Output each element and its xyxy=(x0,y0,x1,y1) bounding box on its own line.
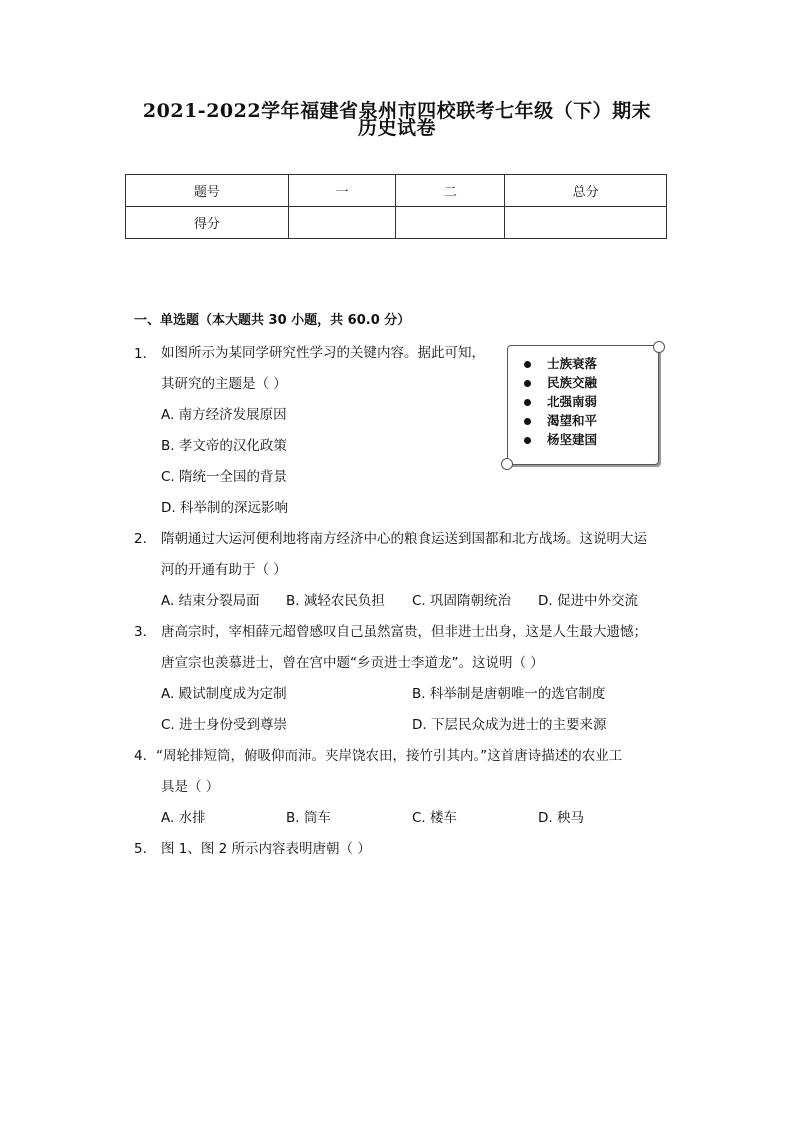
option-a: A. 结束分裂局面 xyxy=(161,593,260,609)
scroll-item-label: 士族衰落 xyxy=(547,356,598,371)
scroll-item-label: 民族交融 xyxy=(547,375,598,390)
scroll-item xyxy=(524,392,658,411)
score-table xyxy=(125,174,667,239)
bullet-icon xyxy=(524,418,531,425)
option-d: D. 促进中外交流 xyxy=(538,593,638,609)
question-4-stem: “周轮排短筒，俯吸仰而沛。夹岸饶农田，接竹引其内。”这首唐诗描述的农业工 xyxy=(156,748,623,764)
option-d: D. 科举制的深远影响 xyxy=(161,500,288,516)
option-c: C. 隋统一全国的背景 xyxy=(161,469,288,485)
exam-title: 2021-2022学年福建省泉州市四校联考七年级（下）期末 xyxy=(142,100,652,122)
question-4-stem-cont: 具是（ ） xyxy=(161,779,220,795)
question-number: 2. xyxy=(134,531,147,547)
section-heading: 一、单选题（本大题共 30 小题，共 60.0 分） xyxy=(134,313,411,328)
scroll-item-label: 渴望和平 xyxy=(547,413,598,428)
exam-subtitle: 历史试卷 xyxy=(357,117,436,139)
scroll-curl-bottom xyxy=(501,458,513,470)
bullet-icon xyxy=(524,361,531,368)
option-d: D. 秧马 xyxy=(538,810,584,826)
option-d: D. 下层民众成为进士的主要来源 xyxy=(412,717,607,733)
question-3-stem-cont: 唐宣宗也羡慕进士，曾在宫中题“乡贡进士李道龙”。这说明（ ） xyxy=(161,655,544,671)
bullet-icon xyxy=(524,399,531,406)
option-c: C. 进士身份受到尊崇 xyxy=(161,717,288,733)
option-b: B. 筒车 xyxy=(286,810,331,826)
score-cell xyxy=(396,207,505,239)
scroll-curl-top xyxy=(653,341,665,353)
question-1-stem-cont: 其研究的主题是（ ） xyxy=(161,376,287,392)
score-header-cell: 二 xyxy=(396,175,505,207)
question-5-stem: 图 1、图 2 所示内容表明唐朝（ ） xyxy=(161,841,371,857)
score-header-cell: 题号 xyxy=(126,175,289,207)
question-1-stem: 如图所示为某同学研究性学习的关键内容。据此可知， xyxy=(161,345,485,361)
option-a: A. 殿试制度成为定制 xyxy=(161,686,287,702)
scroll-item-label: 杨坚建国 xyxy=(547,432,598,447)
score-header-cell: 一 xyxy=(288,175,396,207)
scroll-item xyxy=(524,411,658,430)
question-number: 1. xyxy=(134,346,147,362)
option-b: B. 科举制是唐朝唯一的选官制度 xyxy=(412,686,606,702)
question-number: 5. xyxy=(134,841,147,857)
option-c: C. 楼车 xyxy=(412,810,458,826)
score-cell xyxy=(288,207,396,239)
option-a: A. 南方经济发展原因 xyxy=(161,407,287,423)
question-2-stem: 隋朝通过大运河便利地将南方经济中心的粮食运送到国都和北方战场。这说明大运 xyxy=(161,531,647,547)
scroll-figure xyxy=(507,345,659,465)
bullet-icon xyxy=(524,380,531,387)
question-2-stem-cont: 河的开通有助于（ ） xyxy=(161,562,287,578)
scroll-item-label: 北强南弱 xyxy=(547,394,598,409)
question-number: 3. xyxy=(134,624,147,640)
option-c: C. 巩固隋朝统治 xyxy=(412,593,512,609)
option-a: A. 水排 xyxy=(161,810,206,826)
question-3-stem: 唐高宗时，宰相薛元超曾感叹自己虽然富贵，但非进士出身，这是人生最大遗憾； xyxy=(161,624,647,640)
score-cell xyxy=(505,207,667,239)
score-table-header-row xyxy=(126,175,667,207)
scroll-item xyxy=(524,373,658,392)
score-table-row xyxy=(126,207,667,239)
option-b: B. 孝文帝的汉化政策 xyxy=(161,438,287,454)
option-b: B. 减轻农民负担 xyxy=(286,593,385,609)
bullet-icon xyxy=(524,437,531,444)
scroll-item xyxy=(524,430,658,449)
score-header-cell: 总分 xyxy=(505,175,667,207)
score-row-label: 得分 xyxy=(126,207,289,239)
scroll-list xyxy=(508,346,658,449)
scroll-item xyxy=(524,354,658,373)
question-number: 4. xyxy=(134,748,147,764)
